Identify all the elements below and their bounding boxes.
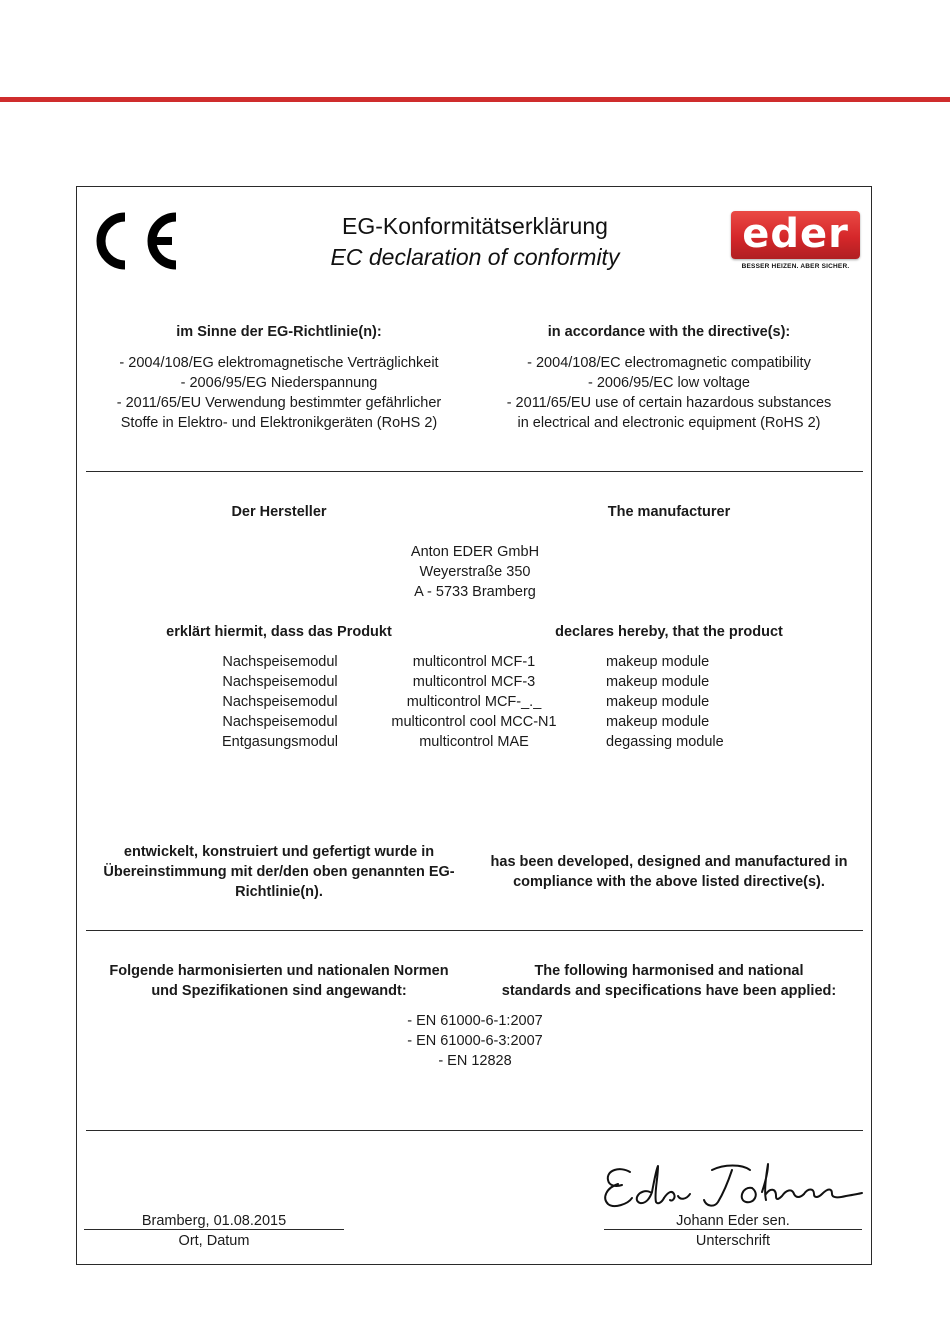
product-row [150, 672, 800, 692]
directive-heading-en: in accordance with the directive(s): [547, 324, 791, 340]
directive-line-en: - 2004/108/EC electromagnetic compatibility [527, 355, 811, 371]
signature-label: Unterschrift [695, 1233, 771, 1249]
standards-heading-line-de: und Spezifikationen sind angewandt: [151, 983, 407, 999]
directive-line-en: in electrical and electronic equipment (RoHS 2) [517, 415, 821, 431]
title-english: EC declaration of conformity [330, 244, 620, 270]
product-row [150, 732, 800, 752]
product-model: multicontrol MCF-_._ [406, 694, 542, 710]
product-row [150, 652, 800, 672]
divider [86, 471, 863, 472]
compliance-line-en: has been developed, designed and manufactured in [490, 854, 848, 870]
product-name-de: Nachspeisemodul [222, 714, 338, 730]
standards-heading-line-en: The following harmonised and national [534, 963, 804, 979]
directive-line-de: - 2006/95/EG Niederspannung [180, 375, 378, 391]
standards-heading-line-en: standards and specifications have been applied: [501, 983, 837, 999]
signatory-name: Johann Eder sen. [676, 1213, 790, 1229]
standard-item: - EN 61000-6-3:2007 [407, 1033, 543, 1049]
place-date-label: Ort, Datum [178, 1233, 250, 1249]
ce-mark-icon [84, 209, 182, 273]
eder-logo [731, 211, 860, 259]
product-row [150, 692, 800, 712]
directive-list-en [474, 353, 864, 433]
directive-line-en: - 2011/65/EU use of certain hazardous substances [506, 395, 832, 411]
product-name-en: makeup module [606, 694, 710, 710]
manufacturer-heading-de: Der Hersteller [231, 504, 327, 520]
product-name-en: makeup module [606, 654, 710, 670]
product-model: multicontrol MCF-1 [412, 654, 536, 670]
product-name-de: Entgasungsmodul [221, 734, 339, 750]
place-date-value: Bramberg, 01.08.2015 [141, 1213, 287, 1229]
directive-list-de [84, 353, 474, 433]
manufacturer-city: A - 5733 Bramberg [414, 584, 536, 600]
divider [86, 930, 863, 931]
title-german: EG-Konformitätserklärung [342, 213, 608, 239]
handwritten-signature [600, 1158, 868, 1210]
header-red-rule [0, 97, 950, 102]
place-date-line [84, 1229, 344, 1230]
standards-heading-line-de: Folgende harmonisierten und nationalen Normen [109, 963, 449, 979]
compliance-line-de: entwickelt, konstruiert und gefertigt wurde in [123, 844, 435, 860]
product-model: multicontrol cool MCC-N1 [391, 714, 557, 730]
compliance-line-en: compliance with the above listed directive(s). [513, 874, 825, 890]
standards-list [325, 1011, 625, 1071]
directive-line-de: - 2004/108/EG elektromagnetische Verträglichkeit [119, 355, 439, 371]
compliance-statement-de [84, 842, 474, 902]
product-name-de: Nachspeisemodul [222, 654, 338, 670]
product-heading-en: declares hereby, that the product [555, 624, 783, 640]
signature-line [604, 1229, 862, 1230]
compliance-line-de: Richtlinie(n). [235, 884, 323, 900]
directive-line-de: - 2011/65/EU Verwendung bestimmter gefährlicher [116, 395, 442, 411]
product-name-de: Nachspeisemodul [222, 694, 338, 710]
directive-heading-de: im Sinne der EG-Richtlinie(n): [176, 324, 382, 340]
product-name-en: makeup module [606, 714, 710, 730]
compliance-statement-en [474, 852, 864, 892]
product-name-en: degassing module [606, 734, 724, 750]
eder-logo-tagline: BESSER HEIZEN. ABER SICHER. [741, 263, 850, 270]
manufacturer-name: Anton EDER GmbH [410, 544, 540, 560]
manufacturer-street: Weyerstraße 350 [419, 564, 531, 580]
manufacturer-heading-en: The manufacturer [607, 504, 731, 520]
standards-heading-de [84, 961, 474, 1001]
standards-heading-en [474, 961, 864, 1001]
compliance-line-de: Übereinstimmung mit der/den oben genannten EG- [103, 864, 455, 880]
product-model: multicontrol MAE [419, 734, 529, 750]
directive-line-de: Stoffe in Elektro- und Elektronikgeräten (RoHS 2) [120, 415, 438, 431]
manufacturer-address [275, 542, 675, 602]
product-row [150, 712, 800, 732]
product-name-en: makeup module [606, 674, 710, 690]
standard-item: - EN 61000-6-1:2007 [407, 1013, 543, 1029]
eder-logo-word: eder [742, 211, 849, 257]
standard-item: - EN 12828 [438, 1053, 512, 1069]
directive-line-en: - 2006/95/EC low voltage [587, 375, 750, 391]
product-name-de: Nachspeisemodul [222, 674, 338, 690]
product-heading-de: erklärt hiermit, dass das Produkt [166, 624, 392, 640]
divider [86, 1130, 863, 1131]
product-model: multicontrol MCF-3 [412, 674, 536, 690]
